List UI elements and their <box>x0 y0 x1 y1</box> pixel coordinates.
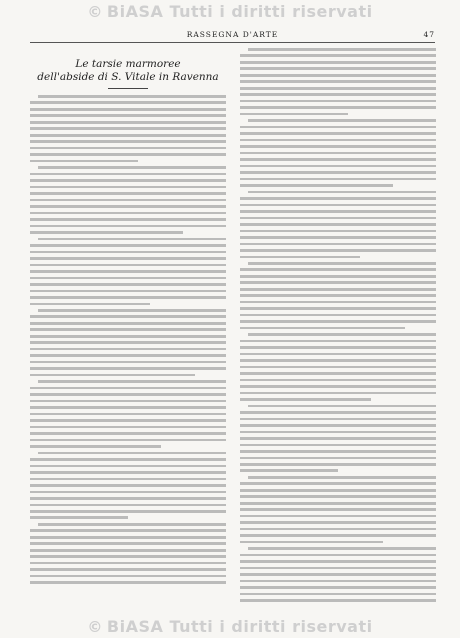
text-line <box>30 387 226 390</box>
watermark-top <box>0 2 460 21</box>
text-line <box>240 534 436 537</box>
text-line <box>30 277 226 280</box>
text-line <box>240 586 436 589</box>
copyright-icon: © <box>87 618 103 636</box>
text-line <box>240 469 338 472</box>
text-line <box>30 555 226 558</box>
text-line <box>240 230 436 233</box>
text-line <box>30 315 226 318</box>
text-line <box>38 523 226 526</box>
text-line <box>240 385 436 388</box>
text-line <box>30 186 226 189</box>
text-line <box>30 568 226 571</box>
text-line <box>30 244 226 247</box>
body-text-right <box>240 48 436 602</box>
text-line <box>30 562 226 565</box>
text-line <box>30 173 226 176</box>
text-line <box>30 445 161 448</box>
text-line <box>248 119 436 122</box>
text-line <box>240 515 436 518</box>
text-line <box>30 465 226 468</box>
text-line <box>240 281 436 284</box>
text-line <box>240 554 436 557</box>
column-left <box>30 48 226 610</box>
text-line <box>240 340 436 343</box>
text-line <box>240 100 436 103</box>
text-line <box>240 126 436 129</box>
body-text-left <box>30 95 226 584</box>
text-line <box>38 452 226 455</box>
text-line <box>30 134 226 137</box>
text-line <box>30 400 226 403</box>
text-line <box>248 262 436 265</box>
text-line <box>30 225 226 228</box>
watermark-text: BiASA Tutti i diritti riservati <box>106 617 373 636</box>
text-line <box>30 549 226 552</box>
text-line <box>240 580 436 583</box>
text-line <box>240 372 436 375</box>
text-line <box>248 333 436 336</box>
text-line <box>30 393 226 396</box>
text-line <box>30 536 226 539</box>
text-line <box>30 374 195 377</box>
text-line <box>248 476 436 479</box>
text-line <box>240 450 436 453</box>
text-line <box>30 361 226 364</box>
text-line <box>240 353 436 356</box>
article-title <box>30 58 226 84</box>
text-line <box>30 406 226 409</box>
text-line <box>30 192 226 195</box>
text-line <box>240 366 436 369</box>
text-line <box>240 495 436 498</box>
running-title: RASSEGNA D'ARTE <box>186 30 279 39</box>
text-line <box>240 294 436 297</box>
article-title-line2: dell'abside di S. Vitale in Ravenna <box>37 71 219 83</box>
text-line <box>30 218 226 221</box>
text-line <box>240 249 436 252</box>
text-line <box>30 270 226 273</box>
text-line <box>240 444 436 447</box>
text-line <box>240 217 436 220</box>
text-line <box>240 307 436 310</box>
text-line <box>30 101 226 104</box>
text-line <box>240 178 436 181</box>
text-line <box>240 346 436 349</box>
text-line <box>240 301 436 304</box>
text-line <box>30 328 226 331</box>
text-line <box>30 575 226 578</box>
text-line <box>38 309 226 312</box>
text-line <box>240 256 360 259</box>
text-line <box>30 212 226 215</box>
text-line <box>30 257 226 260</box>
text-line <box>240 521 436 524</box>
watermark-text: BiASA Tutti i diritti riservati <box>106 2 373 21</box>
text-line <box>240 528 436 531</box>
text-line <box>240 165 436 168</box>
text-line <box>240 275 436 278</box>
text-line <box>38 238 226 241</box>
text-line <box>240 93 436 96</box>
text-line <box>30 290 226 293</box>
text-line <box>240 541 383 544</box>
text-line <box>240 113 348 116</box>
text-line <box>30 335 226 338</box>
text-line <box>30 491 226 494</box>
text-line <box>240 567 436 570</box>
text-line <box>248 48 436 51</box>
text-line <box>30 413 226 416</box>
text-line <box>30 348 226 351</box>
text-line <box>38 380 226 383</box>
text-line <box>240 489 436 492</box>
text-line <box>30 147 226 150</box>
text-line <box>240 132 436 135</box>
text-line <box>240 463 436 466</box>
text-line <box>30 478 226 481</box>
text-line <box>30 471 226 474</box>
text-line <box>240 54 436 57</box>
text-line <box>30 283 226 286</box>
text-line <box>38 166 226 169</box>
text-line <box>30 529 226 532</box>
text-line <box>30 510 226 513</box>
text-line <box>30 160 138 163</box>
text-line <box>30 516 128 519</box>
text-line <box>240 593 436 596</box>
text-line <box>240 379 436 382</box>
text-line <box>240 327 405 330</box>
text-line <box>240 74 436 77</box>
text-line <box>240 210 436 213</box>
text-line <box>30 199 226 202</box>
column-right <box>240 48 436 610</box>
text-line <box>30 581 226 584</box>
text-line <box>240 268 436 271</box>
text-line <box>30 419 226 422</box>
text-line <box>248 547 436 550</box>
text-line <box>240 158 436 161</box>
text-line <box>240 560 436 563</box>
text-line <box>240 61 436 64</box>
text-line <box>30 231 183 234</box>
text-line <box>240 106 436 109</box>
text-line <box>240 171 436 174</box>
text-line <box>30 303 150 306</box>
text-line <box>30 497 226 500</box>
text-line <box>30 426 226 429</box>
text-line <box>30 153 226 156</box>
text-line <box>30 121 226 124</box>
text-line <box>30 439 226 442</box>
text-line <box>240 145 436 148</box>
text-line <box>240 431 436 434</box>
text-line <box>30 108 226 111</box>
text-line <box>30 367 226 370</box>
text-line <box>240 320 436 323</box>
text-line <box>30 484 226 487</box>
text-line <box>240 457 436 460</box>
text-line <box>240 359 436 362</box>
text-line <box>30 458 226 461</box>
text-line <box>240 204 436 207</box>
text-line <box>30 542 226 545</box>
text-line <box>240 236 436 239</box>
text-line <box>30 127 226 130</box>
text-line <box>240 243 436 246</box>
text-line <box>240 424 436 427</box>
page-number: 47 <box>423 30 435 39</box>
text-line <box>240 502 436 505</box>
text-line <box>240 437 436 440</box>
text-line <box>240 398 371 401</box>
article-title-line1: Le tarsie marmoree <box>75 58 181 70</box>
header-rule <box>30 42 435 43</box>
text-line <box>248 405 436 408</box>
text-line <box>38 95 226 98</box>
text-line <box>240 139 436 142</box>
text-line <box>30 296 226 299</box>
text-line <box>240 599 436 602</box>
text-line <box>30 205 226 208</box>
text-line <box>240 67 436 70</box>
text-line <box>30 251 226 254</box>
text-line <box>30 322 226 325</box>
watermark-bottom <box>0 617 460 636</box>
text-line <box>30 354 226 357</box>
text-line <box>30 140 226 143</box>
text-line <box>240 411 436 414</box>
copyright-icon: © <box>87 3 103 21</box>
text-line <box>240 418 436 421</box>
text-line <box>240 152 436 155</box>
text-line <box>30 432 226 435</box>
text-line <box>30 504 226 507</box>
text-line <box>240 482 436 485</box>
text-line <box>240 223 436 226</box>
text-line <box>240 197 436 200</box>
text-line <box>240 80 436 83</box>
text-line <box>240 288 436 291</box>
text-line <box>240 573 436 576</box>
text-line <box>240 508 436 511</box>
text-line <box>30 341 226 344</box>
text-line <box>240 314 436 317</box>
text-line <box>30 179 226 182</box>
text-line <box>248 191 436 194</box>
text-line <box>240 87 436 90</box>
text-line <box>30 114 226 117</box>
text-line <box>240 392 436 395</box>
title-separator <box>108 88 148 89</box>
text-line <box>30 264 226 267</box>
text-line <box>240 184 393 187</box>
